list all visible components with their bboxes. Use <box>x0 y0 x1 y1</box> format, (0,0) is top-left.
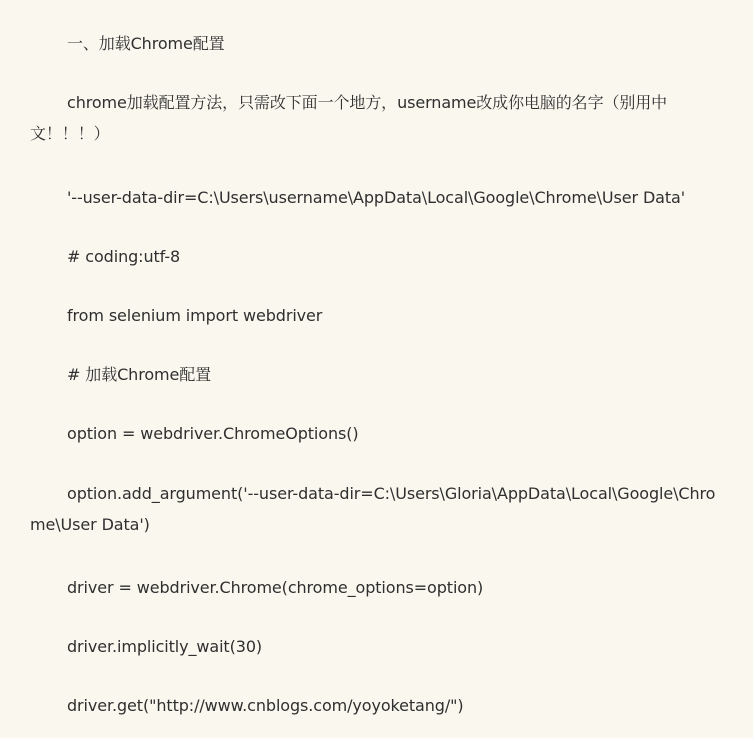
code-line-load-comment: # 加载Chrome配置 <box>67 365 212 384</box>
instruction-paragraph: chrome加载配置方法，只需改下面一个地方，username改成你电脑的名字（别用中文！！！） <box>30 93 668 143</box>
code-line-option: option = webdriver.ChromeOptions() <box>67 424 359 443</box>
code-line-user-data-dir: '--user-data-dir=C:\Users\username\AppData\Local\Google\Chrome\User Data' <box>67 188 686 207</box>
code-line-driver: driver = webdriver.Chrome(chrome_options=option) <box>67 578 484 597</box>
code-line-import: from selenium import webdriver <box>67 306 323 325</box>
code-line-coding-comment: # coding:utf-8 <box>67 247 181 266</box>
code-line-add-argument: option.add_argument('--user-data-dir=C:\Users\Gloria\AppData\Local\Google\Chrome\User Data') <box>30 484 716 534</box>
code-line-get-url: driver.get("http://www.cnblogs.com/yoyoketang/") <box>67 696 464 715</box>
code-line-implicit-wait: driver.implicitly_wait(30) <box>67 637 263 656</box>
section-heading: 一、加载Chrome配置 <box>67 34 225 53</box>
